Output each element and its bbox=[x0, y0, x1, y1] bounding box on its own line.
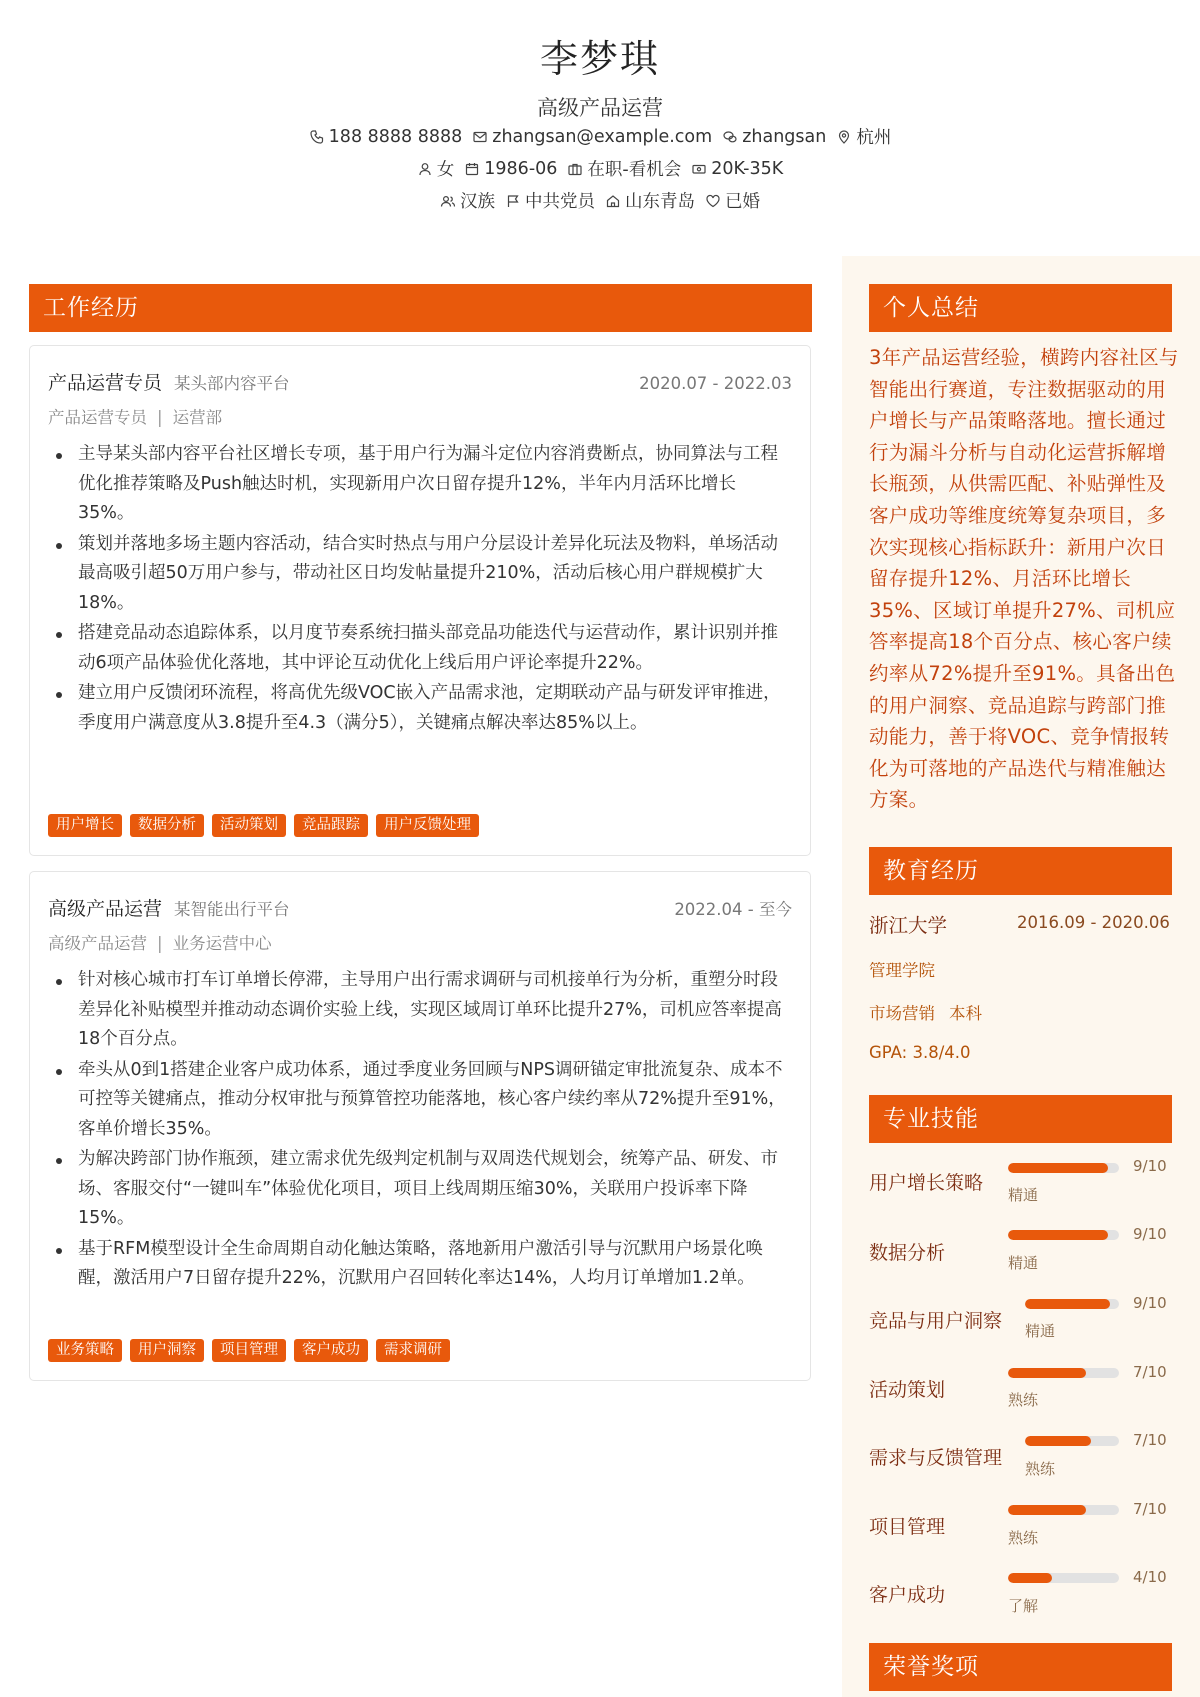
user-icon bbox=[417, 161, 433, 177]
gender-info bbox=[417, 156, 455, 181]
skill-tag: 数据分析 bbox=[130, 814, 204, 837]
education-college: 管理学院 bbox=[869, 961, 935, 980]
skill-tag: 活动策划 bbox=[212, 814, 286, 837]
summary-section-heading: 个人总结 bbox=[869, 284, 1172, 332]
salary-text: 20K-35K bbox=[711, 158, 784, 179]
job-subline bbox=[48, 404, 222, 428]
skill-name: 竞品与用户洞察 bbox=[869, 1310, 1003, 1332]
skill-bar-fill bbox=[1008, 1573, 1052, 1583]
status-text: 在职-看机会 bbox=[587, 160, 682, 180]
skill-score: 9/10 bbox=[1133, 1157, 1167, 1175]
skill-bar bbox=[1025, 1436, 1119, 1446]
list-item: 基于RFM模型设计全生命周期自动化触达策略，落地新用户激活引导与沉默用户场景化唤醒，激活用户7日留存提升22%，沉默用户召回转化率达14%，人均月订单增加1.2单。 bbox=[48, 1235, 786, 1294]
wechat-icon bbox=[722, 129, 738, 145]
job-card bbox=[29, 871, 811, 1381]
summary-text: 3年产品运营经验，横跨内容社区与智能出行赛道，专注数据驱动的用户增长与产品策略落地。擅长通过行为漏斗分析与自动化运营拆解增长瓶颈，从供需匹配、补贴弹性及客户成功等维度统筹复杂项目，多次实现核心指标跃升：新用户次日留存提升12%、月活环比增长35%、区域订单提升27%、司机应答率提高18个百分点、核心客户续约率从72%提升至91%。具备出色的用户洞察、竞品追踪与跨部门推动能力，善于将VOC、竞争情报转化为可落地的产品迭代与精准触达方案。 bbox=[869, 346, 1179, 812]
skill-score: 4/10 bbox=[1133, 1568, 1167, 1586]
hometown-text: 山东青岛 bbox=[625, 192, 695, 212]
ethnicity-text: 汉族 bbox=[460, 192, 495, 212]
skill-tag: 需求调研 bbox=[376, 1339, 450, 1362]
ethnicity-info bbox=[440, 188, 495, 213]
skill-level: 了解 bbox=[1008, 1597, 1039, 1615]
candidate-name: 李梦琪 bbox=[539, 37, 660, 81]
contact-email[interactable] bbox=[472, 127, 712, 147]
list-item: 搭建竞品动态追踪体系，以月度节奏系统扫描头部竞品功能迭代与运营动作，累计识别并推动6项产品体验优化落地，其中评论互动优化上线后用户评论率提升22%。 bbox=[48, 619, 786, 678]
skill-bar-fill bbox=[1025, 1436, 1091, 1446]
birth-text: 1986-06 bbox=[484, 158, 558, 179]
candidate-title: 高级产品运营 bbox=[537, 96, 663, 120]
hometown-info bbox=[605, 188, 695, 213]
party-text: 中共党员 bbox=[525, 192, 595, 212]
divider: | bbox=[157, 408, 163, 427]
skills-section-heading: 专业技能 bbox=[869, 1095, 1172, 1143]
skill-bar bbox=[1008, 1505, 1119, 1515]
skill-tag: 客户成功 bbox=[294, 1339, 368, 1362]
skill-tag: 项目管理 bbox=[212, 1339, 286, 1362]
skill-level: 熟练 bbox=[1008, 1391, 1039, 1409]
flag-icon bbox=[505, 193, 521, 209]
skill-level: 精通 bbox=[1008, 1186, 1039, 1204]
status-info bbox=[567, 156, 681, 181]
mail-icon bbox=[472, 129, 488, 145]
skill-name: 需求与反馈管理 bbox=[869, 1447, 1003, 1469]
salary-info bbox=[691, 159, 783, 179]
gender-text: 女 bbox=[436, 160, 455, 180]
skill-bar bbox=[1025, 1299, 1119, 1309]
job-dept: 业务运营中心 bbox=[172, 934, 272, 953]
skill-bar bbox=[1008, 1163, 1119, 1173]
job-company: 某智能出行平台 bbox=[174, 900, 290, 919]
job-dept: 运营部 bbox=[172, 408, 223, 427]
skill-score: 7/10 bbox=[1133, 1500, 1167, 1518]
education-major: 市场营销 bbox=[869, 1004, 935, 1023]
briefcase-icon bbox=[567, 161, 583, 177]
money-icon bbox=[691, 161, 707, 177]
birth-info bbox=[464, 159, 557, 179]
skill-level: 精通 bbox=[1025, 1322, 1056, 1340]
phone-text: 188 8888 8888 bbox=[328, 126, 463, 147]
contact-wechat[interactable] bbox=[722, 127, 826, 147]
list-item: 牵头从0到1搭建企业客户成功体系，通过季度业务回顾与NPS调研锚定审批流复杂、成本不可控等关键痛点，推动分权审批与预算管控功能落地，核心客户续约率从72%提升至91%，客单价增长35%。 bbox=[48, 1056, 786, 1145]
honors-section-heading: 荣誉奖项 bbox=[869, 1643, 1172, 1691]
education-gpa: GPA: 3.8/4.0 bbox=[869, 1043, 971, 1062]
education-school: 浙江大学 bbox=[869, 914, 948, 937]
personal-row bbox=[0, 156, 1200, 181]
job-date: 2022.04 - 至今 bbox=[674, 900, 792, 919]
marital-info bbox=[705, 188, 760, 213]
extra-row bbox=[0, 188, 1200, 213]
skill-level: 精通 bbox=[1008, 1254, 1039, 1272]
divider: | bbox=[157, 934, 163, 953]
contact-phone[interactable] bbox=[309, 127, 463, 147]
job-header bbox=[48, 368, 792, 395]
education-section-heading: 教育经历 bbox=[869, 847, 1172, 895]
job-title: 高级产品运营 bbox=[48, 898, 163, 920]
work-section-heading: 工作经历 bbox=[29, 284, 812, 332]
skill-name: 客户成功 bbox=[869, 1584, 946, 1606]
skill-level: 熟练 bbox=[1025, 1460, 1056, 1478]
education-date: 2016.09 - 2020.06 bbox=[1017, 913, 1170, 932]
party-info bbox=[505, 188, 595, 213]
skill-bar-fill bbox=[1008, 1163, 1108, 1173]
skill-tag: 用户增长 bbox=[48, 814, 122, 837]
job-bullets bbox=[48, 440, 786, 739]
skill-bar bbox=[1008, 1368, 1119, 1378]
email-text: zhangsan@example.com bbox=[492, 126, 713, 147]
list-item: 主导某头部内容平台社区增长专项，基于用户行为漏斗定位内容消费断点，协同算法与工程优化推荐策略及Push触达时机，实现新用户次日留存提升12%，半年内月活环比增长35%。 bbox=[48, 440, 786, 529]
phone-icon bbox=[309, 129, 325, 145]
skill-name: 用户增长策略 bbox=[869, 1172, 984, 1194]
skill-score: 7/10 bbox=[1133, 1363, 1167, 1381]
marital-text: 已婚 bbox=[725, 192, 760, 212]
skill-score: 9/10 bbox=[1133, 1225, 1167, 1243]
job-date: 2020.07 - 2022.03 bbox=[639, 374, 792, 393]
job-tags bbox=[48, 814, 479, 837]
job-title: 产品运营专员 bbox=[48, 372, 163, 394]
heart-icon bbox=[705, 193, 721, 209]
home-icon bbox=[605, 193, 621, 209]
skill-tag: 用户洞察 bbox=[130, 1339, 204, 1362]
skill-score: 9/10 bbox=[1133, 1294, 1167, 1312]
skill-name: 活动策划 bbox=[869, 1379, 946, 1401]
list-item: 针对核心城市打车订单增长停滞，主导用户出行需求调研与司机接单行为分析，重塑分时段差异化补贴模型并推动动态调价实验上线，实现区域周订单环比提升27%，司机应答率提高18个百分点。 bbox=[48, 966, 786, 1055]
skill-level: 熟练 bbox=[1008, 1529, 1039, 1547]
contact-location bbox=[836, 124, 891, 149]
list-item: 为解决跨部门协作瓶颈，建立需求优先级判定机制与双周迭代规划会，统筹产品、研发、市场、客服交付“一键叫车”体验优化项目，项目上线周期压缩30%，关联用户投诉率下降15%。 bbox=[48, 1145, 786, 1234]
skill-tag: 业务策略 bbox=[48, 1339, 122, 1362]
job-subline bbox=[48, 930, 272, 954]
skill-bar-fill bbox=[1008, 1230, 1108, 1240]
education-degree: 本科 bbox=[949, 1004, 982, 1023]
location-icon bbox=[836, 129, 852, 145]
skill-name: 项目管理 bbox=[869, 1516, 946, 1538]
job-header bbox=[48, 894, 792, 921]
job-bullets bbox=[48, 966, 786, 1295]
job-role: 产品运营专员 bbox=[48, 408, 147, 427]
job-company: 某头部内容平台 bbox=[174, 374, 290, 393]
group-icon bbox=[440, 193, 456, 209]
skill-tag: 用户反馈处理 bbox=[376, 814, 479, 837]
skill-bar bbox=[1008, 1230, 1119, 1240]
calendar-icon bbox=[464, 161, 480, 177]
location-text: 杭州 bbox=[856, 128, 892, 148]
skill-bar-fill bbox=[1025, 1299, 1110, 1309]
skill-bar bbox=[1008, 1573, 1119, 1583]
job-card bbox=[29, 345, 811, 856]
job-tags bbox=[48, 1339, 450, 1362]
skill-score: 7/10 bbox=[1133, 1431, 1167, 1449]
skill-bar-fill bbox=[1008, 1505, 1086, 1515]
skill-bar-fill bbox=[1008, 1368, 1086, 1378]
skill-name: 数据分析 bbox=[869, 1242, 946, 1264]
education-major-line bbox=[869, 1000, 982, 1024]
skill-tag: 竞品跟踪 bbox=[294, 814, 368, 837]
list-item: 建立用户反馈闭环流程，将高优先级VOC嵌入产品需求池，定期联动产品与研发评审推进，季度用户满意度从3.8提升至4.3（满分5），关键痛点解决率达85%以上。 bbox=[48, 679, 786, 738]
wechat-text: zhangsan bbox=[742, 126, 827, 147]
list-item: 策划并落地多场主题内容活动，结合实时热点与用户分层设计差异化玩法及物料，单场活动最高吸引超50万用户参与，带动社区日均发帖量提升210%，活动后核心用户群规模扩大18%。 bbox=[48, 530, 786, 619]
job-role: 高级产品运营 bbox=[48, 934, 147, 953]
contact-row bbox=[0, 124, 1200, 149]
